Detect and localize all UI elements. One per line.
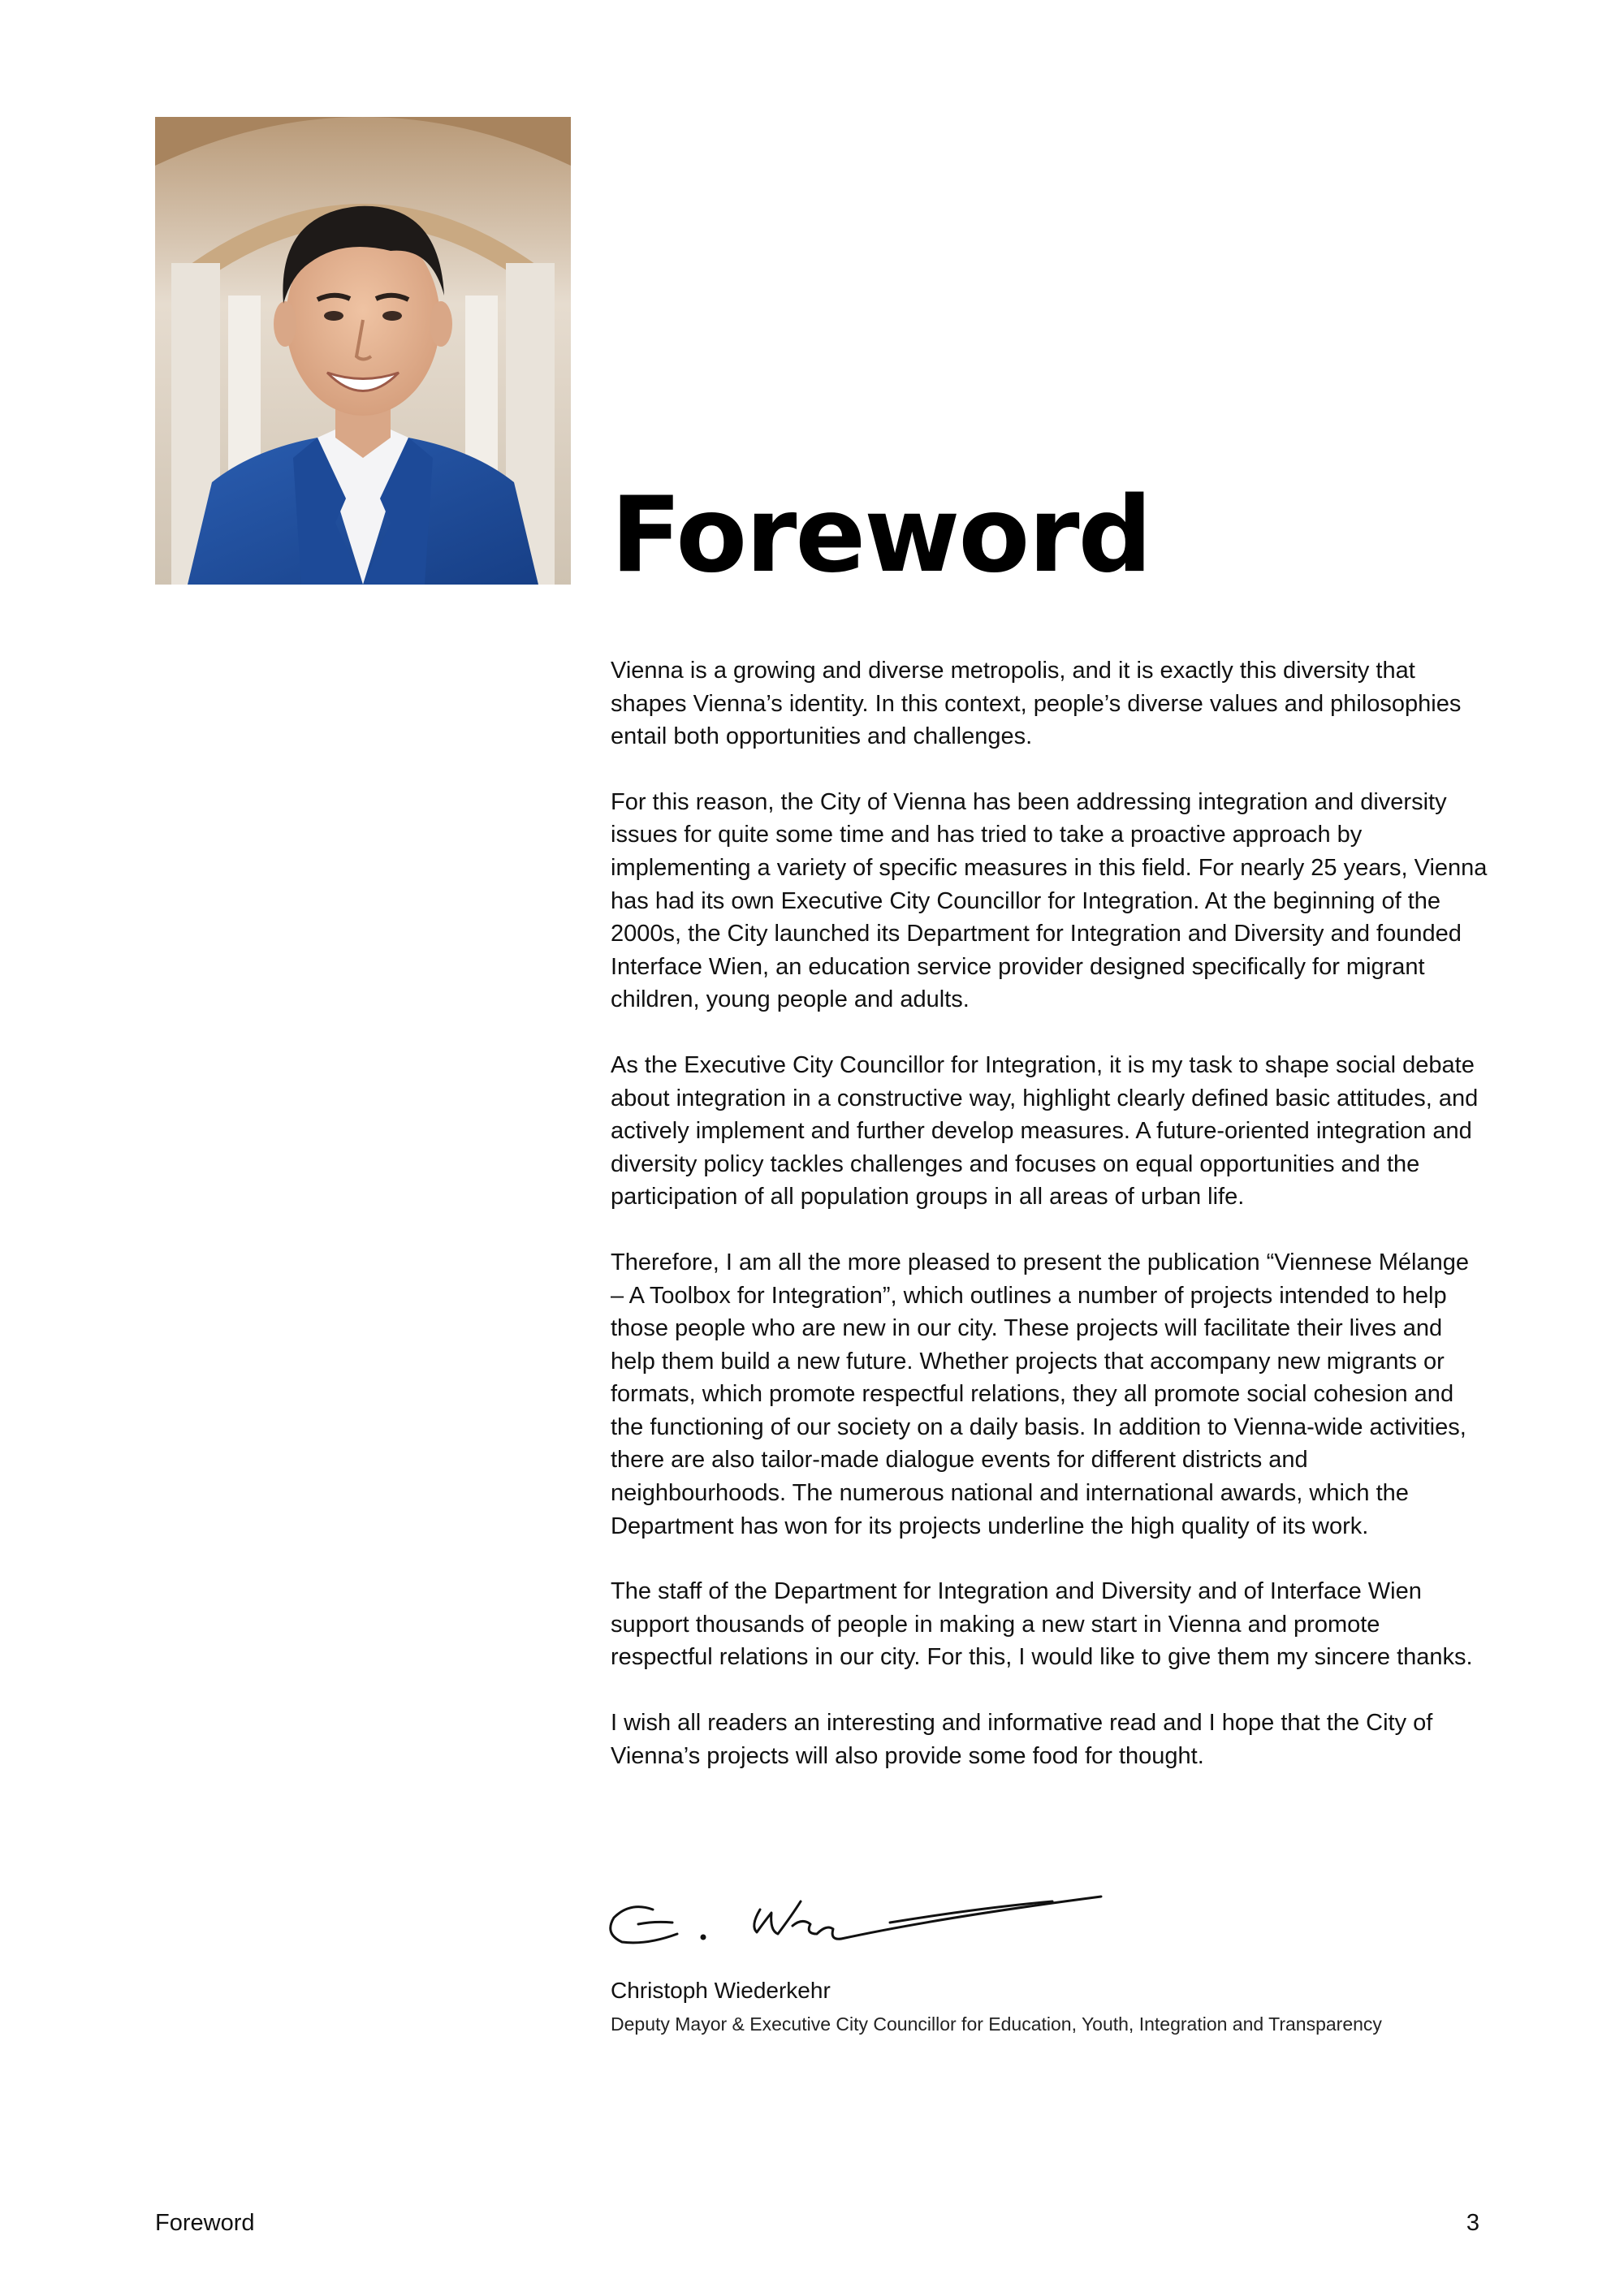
body-paragraph: As the Executive City Councillor for Integration, it is my task to shape social debate about integration in a constructive way, highlight clearly defined basic attitudes, and actively implement and further develop measures. A future-oriented integration and diversity policy tackles challenges and focuses on equal opportunities and the participation of all population groups in all areas of urban life.	[611, 1051, 1479, 1211]
body-paragraph: The staff of the Department for Integration and Diversity and of Interface Wien support thousands of people in making a new start in Vienna and promote respectful relations in our city. For this, I would like to give them my sincere thanks.	[611, 1578, 1473, 1671]
footer-section-label: Foreword	[155, 2210, 255, 2236]
signer-role: Deputy Mayor & Executive City Councillor for Education, Youth, Integration and Transparency	[611, 2013, 1382, 2035]
body-paragraph: For this reason, the City of Vienna has been addressing integration and diversity issues for quite some time and has tried to take a proactive approach by implementing a variety of specific measures in this field. For nearly 25 years, Vienna has had its own Executive City Councillor for Integration. At the beginning of the 2000s, the City launched its Department for Integration and Diversity and founded Interface Wien, an education service provider designed specifically for migrant children, young people and adults.	[611, 788, 1488, 1013]
portrait-photo	[155, 117, 571, 585]
body-text	[611, 654, 1488, 1805]
page-number: 3	[1466, 2210, 1479, 2236]
body-paragraph: I wish all readers an interesting and informative read and I hope that the City of Vienna’s projects will also provide some food for thought.	[611, 1710, 1433, 1769]
page-title: Foreword	[611, 475, 1151, 596]
handwritten-signature	[598, 1885, 1117, 1958]
body-paragraph: Therefore, I am all the more pleased to present the publication “Viennese Mélange – A Toolbox for Integration”, which outlines a number of projects intended to help those people who are new in our city. These projects will facilitate their lives and help them build a new future. Whether projects that accompany new migrants or formats, which promote respectful relations, they all promote social cohesion and the functioning of our society on a daily basis. In addition to Vienna-wide activities, there are also tailor-made dialogue events for different districts and neighbourhoods. The numerous national and international awards, which the Department has won for its projects underline the high quality of its work.	[611, 1249, 1469, 1539]
signer-name: Christoph Wiederkehr	[611, 1978, 831, 2003]
body-paragraph: Vienna is a growing and diverse metropolis, and it is exactly this diversity that shapes Vienna’s identity. In this context, people’s diverse values and philosophies entail both opportunities and challenges.	[611, 658, 1462, 750]
